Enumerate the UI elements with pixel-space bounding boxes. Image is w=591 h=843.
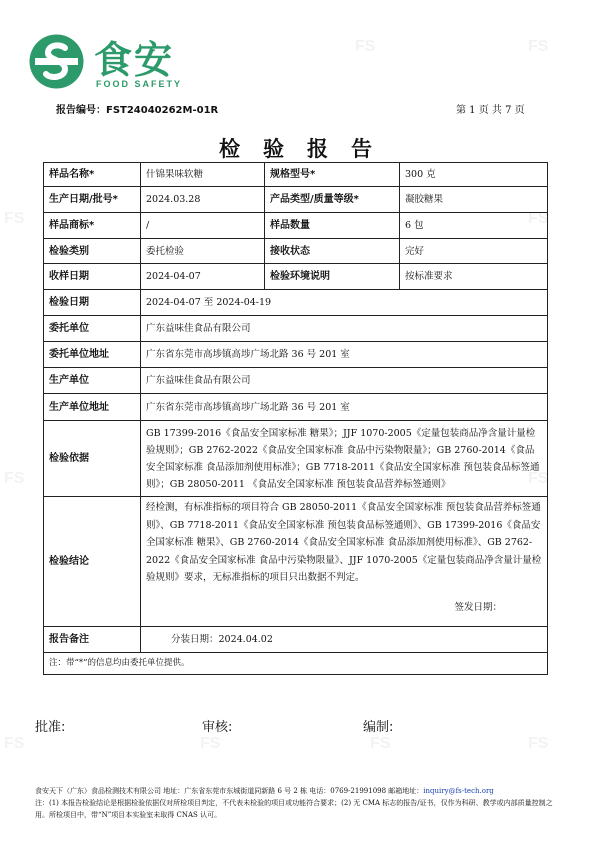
env-value: 按标准要求 bbox=[400, 264, 548, 290]
logo-text-cn: 食安 bbox=[94, 38, 175, 82]
page-info: 第 1 页 共 7 页 bbox=[456, 105, 525, 116]
food-safety-logo-icon bbox=[28, 33, 85, 90]
table-row bbox=[44, 394, 548, 421]
table-row bbox=[44, 213, 548, 239]
table-row bbox=[44, 264, 548, 290]
test-type-label: 检验类别 bbox=[44, 239, 141, 264]
env-label: 检验环境说明 bbox=[265, 264, 400, 290]
remarks-value: 分装日期：2024.04.02 bbox=[141, 627, 548, 653]
spec-value: 300 克 bbox=[400, 163, 548, 187]
review-label: 审核: bbox=[202, 720, 233, 735]
table-row bbox=[44, 290, 548, 316]
basis-label: 检验依据 bbox=[44, 421, 141, 497]
sample-name-value: 什锦果味软糖 bbox=[141, 163, 265, 187]
report-number: 报告编号：FST24040262M-01R bbox=[56, 105, 219, 116]
sign-date: 签发日期： bbox=[454, 601, 502, 613]
prod-date-value: 2024.03.28 bbox=[141, 187, 265, 213]
trademark-label: 样品商标* bbox=[44, 213, 141, 239]
receive-date-value: 2024-04-07 bbox=[141, 264, 265, 290]
client-address-value: 广东省东莞市高埗镇高埗广场北路 36 号 201 室 bbox=[141, 342, 548, 368]
table-row bbox=[44, 316, 548, 342]
trademark-value: / bbox=[141, 213, 265, 239]
prod-date-label: 生产日期/批号* bbox=[44, 187, 141, 213]
quantity-label: 样品数量 bbox=[265, 213, 400, 239]
table-row bbox=[44, 368, 548, 394]
watermark: FS bbox=[528, 210, 549, 227]
watermark: FS bbox=[4, 470, 25, 487]
sample-name-label: 样品名称* bbox=[44, 163, 141, 187]
table-row bbox=[44, 239, 548, 264]
report-table bbox=[43, 162, 548, 675]
table-row bbox=[44, 627, 548, 653]
test-date-label: 检验日期 bbox=[44, 290, 141, 316]
remarks-label: 报告备注 bbox=[44, 627, 141, 653]
client-label: 委托单位 bbox=[44, 316, 141, 342]
table-row bbox=[44, 342, 548, 368]
watermark: FS bbox=[528, 735, 549, 752]
receive-state-label: 接收状态 bbox=[265, 239, 400, 264]
conclusion-value: 经检测，有标准指标的项目符合 GB 28050-2011《食品安全国家标准 预包装食品营养标签通则》、GB 7718-2011《食品安全国家标准 预包装食品标签通则》、GB 17399-2016《食品安全国家标准 糖果》、GB 2760-2014《食品安全国家标准 食品添加剂使用标准》、GB 2762-2022《食品安全国家标准 食品中污染物限量》、JJF 1070-2005《定量包装商品净含量计量检验规则》要求，无标准指标的项目只出数据不判定。 bbox=[146, 502, 542, 583]
spec-label: 规格型号* bbox=[265, 163, 400, 187]
watermark: FS bbox=[355, 38, 376, 55]
test-type-value: 委托检验 bbox=[141, 239, 265, 264]
watermark: FS bbox=[4, 735, 25, 752]
watermark: FS bbox=[370, 735, 391, 752]
footer-company-info: 食安天下（广东）食品检测技术有限公司 地址：广东省东莞市东城街道同新路 6 号 2 栋 电话：0769-21991098 邮箱地址： bbox=[35, 787, 424, 795]
table-row bbox=[44, 421, 548, 497]
producer-value: 广东益味佳食品有限公司 bbox=[141, 368, 548, 394]
footer-contact bbox=[35, 785, 565, 797]
receive-date-label: 收样日期 bbox=[44, 264, 141, 290]
footer-email: inquiry@fs-tech.org bbox=[423, 787, 494, 795]
watermark: FS bbox=[528, 470, 549, 487]
producer-label: 生产单位 bbox=[44, 368, 141, 394]
basis-value: GB 17399-2016《食品安全国家标准 糖果》；JJF 1070-2005《定量包装商品净含量计量检验规则》；GB 2762-2022《食品安全国家标准 食品中污染物限量》；GB 2760-2014《食品安全国家标准 食品添加剂使用标准》；GB 7718-2011《食品安全国家标准 预包装食品标签通则》；GB 28050-2011 《食品安全国家标准 预包装食品营养标签通则》 bbox=[141, 421, 548, 497]
table-row bbox=[44, 653, 548, 675]
producer-address-label: 生产单位地址 bbox=[44, 394, 141, 421]
watermark: FS bbox=[528, 38, 549, 55]
footnote: 注：带“*”的信息均由委托单位提供。 bbox=[44, 653, 548, 675]
conclusion-label: 检验结论 bbox=[44, 497, 141, 627]
quantity-value: 6 包 bbox=[400, 213, 548, 239]
logo-text-en: FOOD SAFETY bbox=[96, 79, 183, 89]
page-title: 检验报告 bbox=[219, 137, 395, 161]
watermark: FS bbox=[200, 735, 221, 752]
prepare-label: 编制: bbox=[363, 720, 394, 735]
receive-state-value: 完好 bbox=[400, 239, 548, 264]
table-row bbox=[44, 187, 548, 213]
client-address-label: 委托单位地址 bbox=[44, 342, 141, 368]
producer-address-value: 广东省东莞市高埗镇高埗广场北路 36 号 201 室 bbox=[141, 394, 548, 421]
product-type-value: 凝胶糖果 bbox=[400, 187, 548, 213]
table-row bbox=[44, 497, 548, 627]
conclusion-cell bbox=[141, 497, 548, 627]
test-date-value: 2024-04-07 至 2024-04-19 bbox=[141, 290, 548, 316]
product-type-label: 产品类型/质量等级* bbox=[265, 187, 400, 213]
footer-disclaimer: 注：(1) 本报告检验结论是根据检验依据仅对所检项目判定，不代表未检验的项目或功能符合要求；(2) 无 CMA 标志的报告/证书，仅作为科研、教学或内部质量控制之用。所检项目中，带“N”项目本实验室未取得 CNAS 认可。 bbox=[35, 799, 553, 819]
table-row bbox=[44, 163, 548, 187]
watermark: FS bbox=[4, 210, 25, 227]
footer bbox=[35, 785, 565, 821]
client-value: 广东益味佳食品有限公司 bbox=[141, 316, 548, 342]
approve-label: 批准: bbox=[35, 720, 66, 735]
